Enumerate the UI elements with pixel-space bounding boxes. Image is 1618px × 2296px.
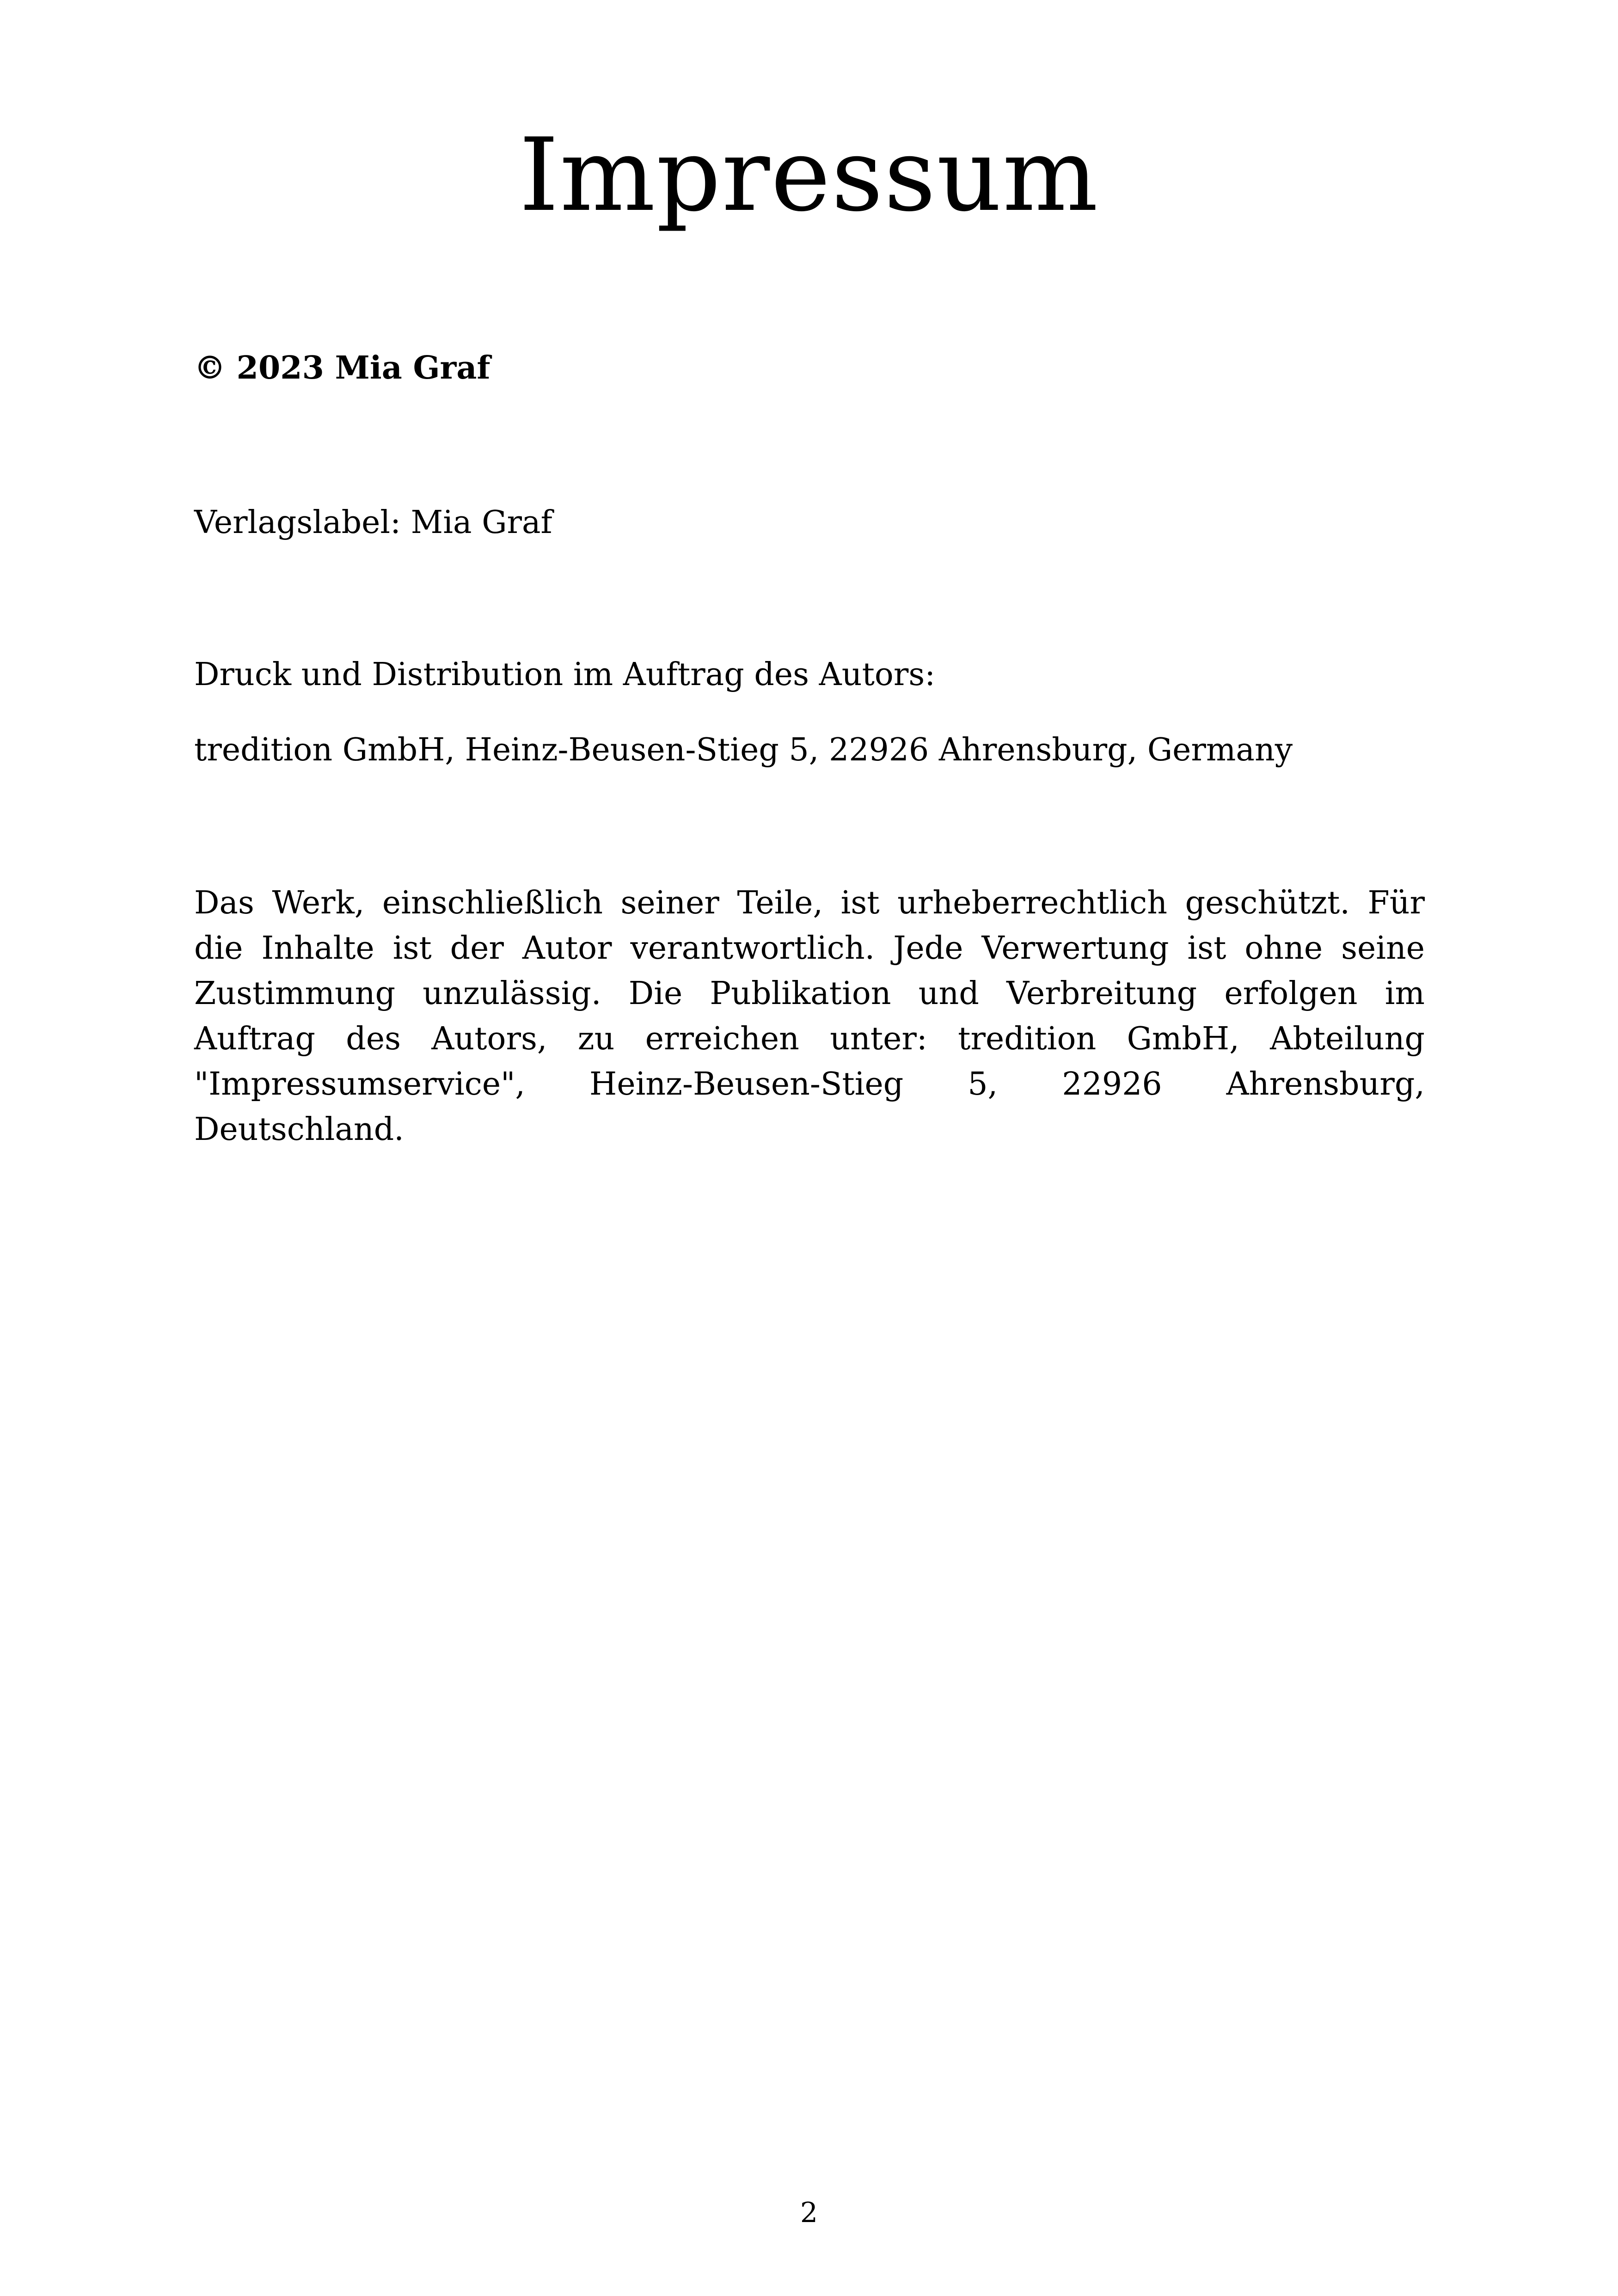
legal-notice-line: Deutschland.	[194, 1111, 404, 1148]
copyright-notice: © 2023 Mia Graf	[194, 349, 490, 386]
page-number: 2	[800, 2197, 818, 2229]
print-distribution-text: Druck und Distribution im Auftrag des Autors:	[194, 656, 936, 693]
publisher-label: Verlagslabel: Mia Graf	[194, 504, 552, 541]
printer-address: tredition GmbH, Heinz-Beusen-Stieg 5, 22926 Ahrensburg, Germany	[194, 732, 1293, 768]
legal-notice-line: "Impressumservice", Heinz-Beusen-Stieg 5, 22926 Ahrensburg,	[194, 1066, 1425, 1102]
legal-notice-line: Das Werk, einschließlich seiner Teile, ist urheberrechtlich geschützt. Für	[194, 885, 1425, 921]
page-title: Impressum	[519, 117, 1099, 234]
legal-notice-line: Zustimmung unzulässig. Die Publikation und Verbreitung erfolgen im	[194, 975, 1425, 1012]
legal-notice	[194, 881, 1425, 1152]
legal-notice-line: Auftrag des Autors, zu erreichen unter: tredition GmbH, Abteilung	[194, 1021, 1425, 1057]
legal-notice-line: die Inhalte ist der Autor verantwortlich. Jede Verwertung ist ohne seine	[194, 930, 1425, 967]
